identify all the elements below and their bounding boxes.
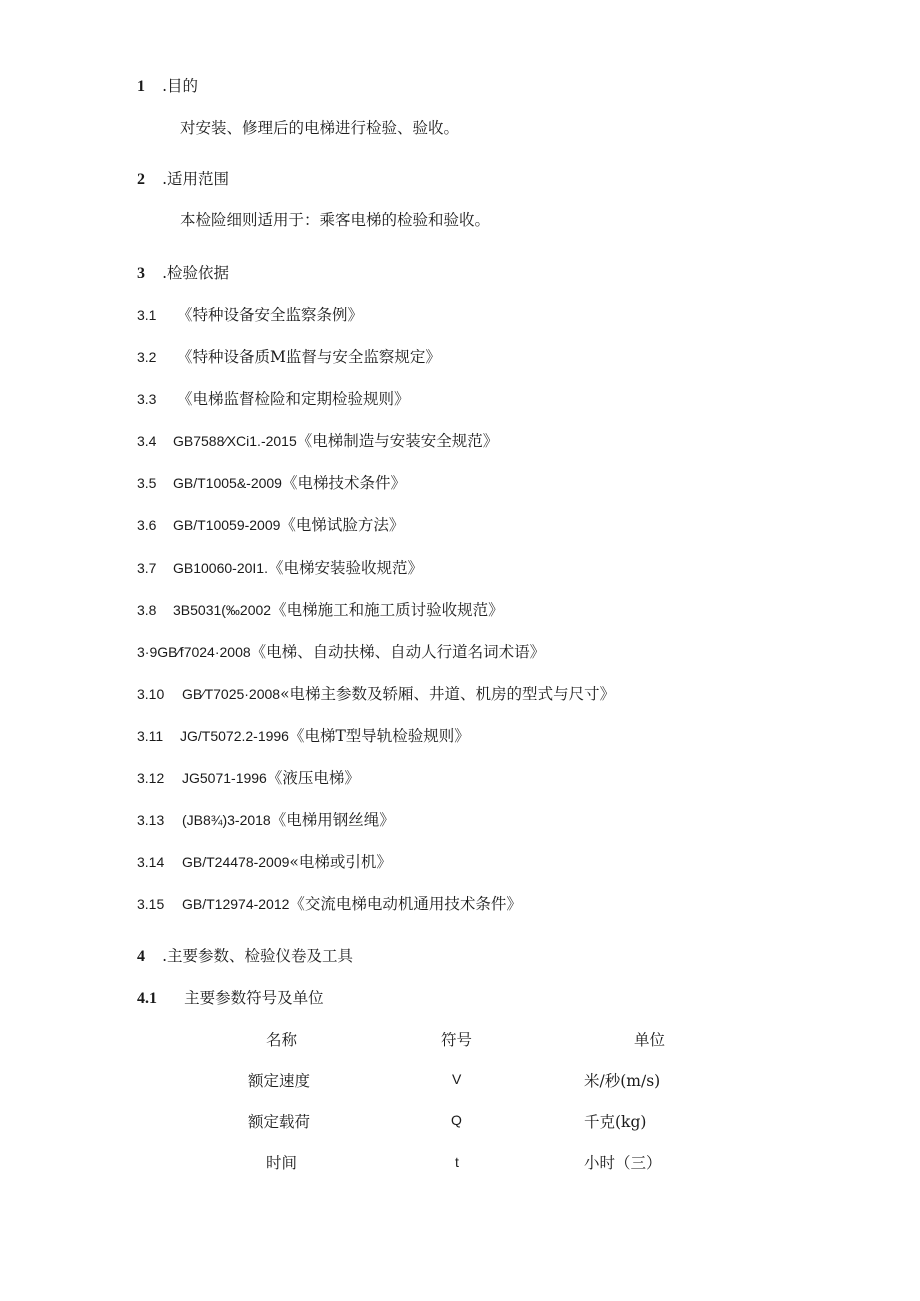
reference-number: 3.2 [137, 349, 157, 365]
reference-item [137, 303, 363, 325]
table-header-unit: 单位 [634, 1031, 666, 1049]
reference-item [137, 892, 522, 914]
table-cell-symbol: Q [451, 1112, 462, 1128]
reference-title: 《电悌试脸方法》 [280, 516, 405, 534]
section-1-heading [137, 74, 198, 96]
reference-title: «电梯或引机》 [289, 853, 392, 871]
reference-title: 《电梯制造与安装安全规范》 [296, 432, 499, 450]
reference-number: 3.1 [137, 307, 157, 323]
reference-code: GB/T24478-2009 [182, 854, 290, 870]
reference-title: 《电梯监督检险和定期检验规则》 [177, 390, 410, 408]
reference-number: 3.5 [137, 475, 157, 491]
reference-title: 《电梯安装验收规范》 [267, 559, 423, 577]
subsection-number: 4.1 [137, 990, 157, 1007]
reference-code: GB10060-20I1. [173, 560, 268, 576]
reference-number: 3.11 [137, 728, 164, 744]
table-cell-name: 时间 [266, 1154, 298, 1172]
reference-number: 3.4 [137, 433, 157, 449]
reference-item [137, 429, 498, 451]
reference-number: 3.8 [137, 602, 157, 618]
reference-title: 《电梯施工和施工质讨验收规范》 [271, 601, 504, 619]
reference-title: 《交流电梯电动机通用技术条件》 [289, 895, 522, 913]
section-number: 2 [137, 171, 145, 188]
reference-number: 3.10 [137, 686, 165, 702]
reference-title: 《特种设备安全监察条例》 [177, 306, 364, 324]
reference-title: 《电梯用钢丝绳》 [270, 811, 395, 829]
reference-title: 《电梯技术条件》 [281, 474, 406, 492]
reference-code: GB∕T7025·2008 [182, 686, 281, 702]
reference-code: GB/T12974-2012 [182, 896, 290, 912]
section-title: .主要参数、检验仪卷及工具 [162, 947, 354, 965]
section-title: .目的 [162, 77, 199, 95]
table-cell-unit: 小时（三） [584, 1154, 662, 1172]
reference-code: 3B5031(‰2002 [173, 602, 272, 618]
reference-item [137, 598, 504, 620]
reference-number: 3.12 [137, 770, 165, 786]
reference-number: 3.15 [137, 896, 165, 912]
section-3-heading [137, 261, 229, 283]
reference-item [137, 640, 545, 662]
reference-item [137, 724, 470, 746]
table-cell-unit: 千克(kg) [584, 1113, 647, 1131]
section-title: .检验依据 [162, 264, 230, 282]
reference-item [137, 471, 406, 493]
reference-code: GB7588∕XCi1.-2015 [173, 433, 297, 449]
reference-code: 3·9GB∕f7024·2008 [137, 644, 251, 660]
subsection-4-1-heading [137, 986, 324, 1008]
table-cell-unit: 米/秒(m∕s) [584, 1072, 661, 1090]
table-cell-symbol: t [455, 1154, 459, 1170]
reference-number: 3.7 [137, 560, 157, 576]
table-header-symbol: 符号 [441, 1031, 473, 1049]
table-cell-symbol: V [452, 1071, 462, 1087]
purpose-paragraph: 对安装、修理后的电梯进行检验、验收。 [180, 119, 460, 137]
reference-title: «电梯主参数及轿厢、井道、机房的型式与尺寸》 [280, 685, 616, 703]
section-number: 1 [137, 78, 145, 95]
reference-code: GB/T1005&-2009 [173, 475, 282, 491]
subsection-title: 主要参数符号及单位 [184, 989, 324, 1007]
scope-paragraph: 本检险细则适用于：乘客电梯的检验和验收。 [180, 211, 491, 229]
section-2-heading [137, 167, 229, 189]
reference-title: 《特种设备质M监督与安全监察规定》 [177, 348, 441, 366]
reference-item [137, 850, 392, 872]
table-cell-name: 额定载荷 [248, 1113, 311, 1131]
reference-code: (JB8¾)3-2018 [182, 812, 271, 828]
reference-title: 《电梯、自动扶梯、自动人行道名词术语》 [250, 643, 546, 661]
reference-code: GB/T10059-2009 [173, 517, 281, 533]
table-cell-name: 额定速度 [248, 1072, 311, 1090]
section-number: 4 [137, 948, 145, 965]
section-4-heading [137, 944, 353, 966]
table-header-name: 名称 [266, 1031, 298, 1049]
section-title: .适用范围 [162, 170, 230, 188]
reference-item [137, 345, 441, 367]
reference-item [137, 513, 404, 535]
reference-item [137, 387, 410, 409]
reference-title: 《电梯T型导轨检验规则》 [288, 727, 470, 745]
reference-number: 3.6 [137, 517, 157, 533]
reference-item [137, 808, 395, 830]
reference-item [137, 556, 423, 578]
reference-item [137, 682, 615, 704]
reference-number: 3.3 [137, 391, 157, 407]
reference-number: 3.14 [137, 854, 165, 870]
reference-item [137, 766, 360, 788]
reference-number: 3.13 [137, 812, 165, 828]
reference-title: 《液压电梯》 [266, 769, 360, 787]
reference-code: JG/T5072.2-1996 [180, 728, 289, 744]
reference-code: JG5071-1996 [182, 770, 267, 786]
section-number: 3 [137, 265, 145, 282]
